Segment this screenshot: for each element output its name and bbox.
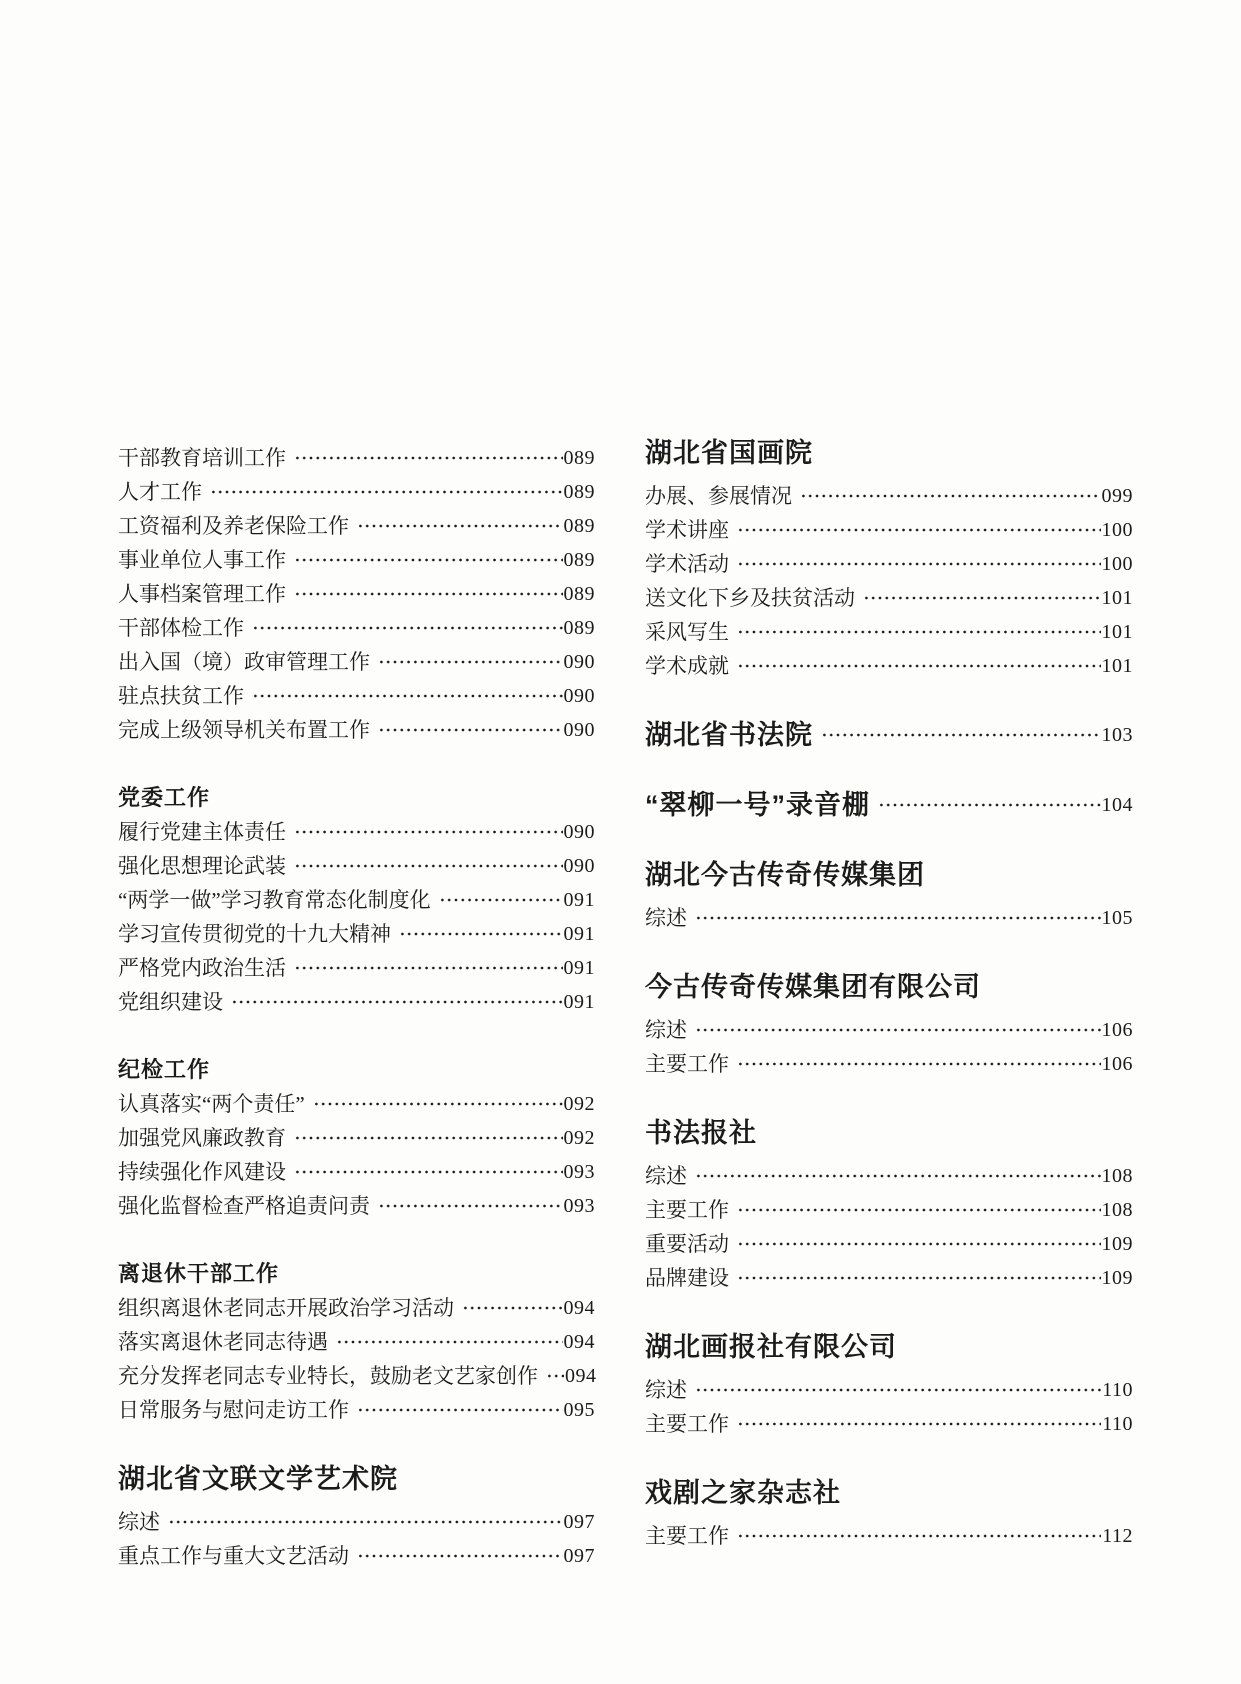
toc-page-number: 092 (563, 1093, 595, 1115)
toc-group (118, 1461, 595, 1573)
toc-entry (118, 1325, 595, 1359)
toc-page-number: 101 (1101, 621, 1133, 643)
toc-section-heading: 纪检工作 (118, 1057, 211, 1082)
toc-entry (118, 1291, 595, 1325)
toc-entry-label: 加强党风廉政教育 (118, 1126, 286, 1150)
dot-leader (357, 509, 563, 543)
dot-leader (737, 1193, 1101, 1227)
toc-page-number: 094 (565, 1365, 597, 1387)
toc-page-number: 092 (563, 1127, 595, 1149)
toc-entry (118, 951, 595, 985)
toc-page-number: 090 (563, 855, 595, 877)
toc-entry (118, 1189, 595, 1223)
dot-leader (863, 581, 1101, 615)
toc-page-number: 089 (563, 447, 595, 469)
toc-chapter-heading: 书法报社 (645, 1118, 757, 1148)
toc-page-number: 106 (1101, 1053, 1133, 1075)
toc-entry-label: 送文化下乡及扶贫活动 (645, 586, 855, 610)
toc-page-number: 097 (563, 1545, 595, 1567)
toc-entry (118, 475, 595, 509)
toc-entry (118, 1539, 595, 1573)
toc-page-number: 106 (1101, 1019, 1133, 1041)
dot-leader (695, 1013, 1101, 1047)
toc-entry-label: 干部体检工作 (118, 616, 244, 640)
toc-page-number: 103 (1101, 724, 1133, 746)
toc-entry-label: 人事档案管理工作 (118, 582, 286, 606)
toc-page-number: 089 (563, 583, 595, 605)
dot-leader (737, 1407, 1101, 1441)
toc-group (645, 969, 1133, 1081)
toc-entry-label: 驻点扶贫工作 (118, 684, 244, 708)
toc-page-number: 091 (563, 889, 595, 911)
toc-page-number: 090 (563, 821, 595, 843)
toc-entry-label: 持续强化作风建设 (118, 1160, 286, 1184)
toc-group (118, 441, 595, 747)
dot-leader (737, 1261, 1101, 1295)
toc-page-number: 089 (563, 481, 595, 503)
toc-entry-label: 主要工作 (645, 1198, 729, 1222)
toc-page-number: 095 (563, 1399, 595, 1421)
toc-page-number: 093 (563, 1195, 595, 1217)
toc-entry (645, 1407, 1133, 1441)
toc-entry (118, 577, 595, 611)
toc-group (118, 1257, 595, 1427)
toc-entry-label: 学术成就 (645, 654, 729, 678)
dot-leader (294, 951, 563, 985)
toc-entry-label: 工资福利及养老保险工作 (118, 514, 349, 538)
toc-entry-label: 综述 (118, 1510, 160, 1534)
dot-leader (737, 1519, 1101, 1553)
toc-page-number: 099 (1101, 485, 1133, 507)
toc-page-number: 110 (1102, 1379, 1133, 1401)
toc-page-number: 101 (1101, 655, 1133, 677)
toc-chapter-heading: 湖北今古传奇传媒集团 (645, 860, 925, 890)
toc-entry-label: 日常服务与慰问走访工作 (118, 1398, 349, 1422)
toc-entry (645, 1373, 1133, 1407)
dot-leader (737, 615, 1101, 649)
toc-entry-label: 主要工作 (645, 1052, 729, 1076)
toc-chapter-title: 湖北省书法院 (645, 720, 813, 750)
toc-entry (118, 815, 595, 849)
toc-entry-label: 综述 (645, 1164, 687, 1188)
dot-leader (399, 917, 563, 951)
toc-entry (645, 547, 1133, 581)
dot-leader (168, 1505, 563, 1539)
toc-entry (118, 1155, 595, 1189)
toc-group (645, 857, 1133, 935)
dot-leader (231, 985, 563, 1019)
toc-column-left (118, 441, 595, 1573)
toc-entry (645, 1227, 1133, 1261)
toc-entry (118, 713, 595, 747)
toc-chapter-heading: 湖北省国画院 (645, 438, 813, 468)
dot-leader (737, 547, 1101, 581)
toc-entry-label: 出入国（境）政审管理工作 (118, 650, 370, 674)
toc-page-number: 091 (563, 923, 595, 945)
toc-page-number: 100 (1101, 553, 1133, 575)
toc-entry (645, 1193, 1133, 1227)
toc-entry-label: 采风写生 (645, 620, 729, 644)
dot-leader (294, 577, 563, 611)
toc-entry (645, 615, 1133, 649)
toc-entry-label: 主要工作 (645, 1524, 729, 1548)
toc-entry-label: 党组织建设 (118, 990, 223, 1014)
toc-section-heading: 党委工作 (118, 785, 211, 810)
toc-group (118, 781, 595, 1019)
dot-leader (439, 883, 563, 917)
toc-entry-label: 学术活动 (645, 552, 729, 576)
toc-group (645, 717, 1133, 753)
toc-entry-label: 综述 (645, 1018, 687, 1042)
toc-chapter-leader-row (645, 787, 1133, 823)
toc-chapter-heading: 湖北画报社有限公司 (645, 1332, 897, 1362)
toc-entry (645, 513, 1133, 547)
toc-entry (645, 649, 1133, 683)
dot-leader (821, 717, 1101, 753)
toc-group (645, 435, 1133, 683)
toc-page-number: 108 (1101, 1165, 1133, 1187)
toc-page-number: 101 (1101, 587, 1133, 609)
dot-leader (357, 1539, 563, 1573)
toc-entry-label: 事业单位人事工作 (118, 548, 286, 572)
toc-entry (118, 1505, 595, 1539)
toc-chapter-heading: 湖北省文联文学艺术院 (118, 1464, 398, 1494)
dot-leader (313, 1087, 563, 1121)
dot-leader (737, 649, 1101, 683)
toc-entry-label: 充分发挥老同志专业特长，鼓励老文艺家创作 (118, 1364, 538, 1388)
toc-group (645, 1115, 1133, 1295)
dot-leader (737, 1227, 1101, 1261)
toc-entry-label: 人才工作 (118, 480, 202, 504)
toc-entry (118, 849, 595, 883)
toc-page-number: 090 (563, 651, 595, 673)
toc-chapter-heading: 今古传奇传媒集团有限公司 (645, 972, 981, 1002)
toc-entry (118, 1393, 595, 1427)
toc-group (645, 1475, 1133, 1553)
dot-leader (294, 441, 563, 475)
dot-leader (695, 1373, 1101, 1407)
toc-entry-label: 认真落实“两个责任” (118, 1092, 305, 1116)
toc-entry-label: 强化思想理论武装 (118, 854, 286, 878)
toc-chapter-leader-row (645, 717, 1133, 753)
dot-leader (252, 611, 563, 645)
toc-entry-label: 主要工作 (645, 1412, 729, 1436)
toc-entry-label: 学术讲座 (645, 518, 729, 542)
toc-entry (645, 1159, 1133, 1193)
dot-leader (800, 479, 1101, 513)
toc-entry-label: 严格党内政治生活 (118, 956, 286, 980)
toc-page-number: 093 (563, 1161, 595, 1183)
toc-entry (118, 611, 595, 645)
toc-page-number: 089 (563, 617, 595, 639)
toc-entry (645, 479, 1133, 513)
dot-leader (462, 1291, 563, 1325)
toc-entry (118, 917, 595, 951)
toc-entry-label: 落实离退休老同志待遇 (118, 1330, 328, 1354)
toc-entry (118, 679, 595, 713)
toc-entry-label: 综述 (645, 906, 687, 930)
dot-leader (378, 645, 563, 679)
toc-entry (645, 901, 1133, 935)
dot-leader (695, 901, 1101, 935)
toc-entry-label: 学习宣传贯彻党的十九大精神 (118, 922, 391, 946)
toc-entry (118, 883, 595, 917)
toc-group (645, 787, 1133, 823)
toc-group (118, 1053, 595, 1223)
toc-page-number: 089 (563, 549, 595, 571)
toc-column-right (645, 435, 1133, 1553)
toc-entry-label: 品牌建设 (645, 1266, 729, 1290)
dot-leader (546, 1359, 564, 1393)
dot-leader (294, 815, 563, 849)
toc-page-number: 091 (563, 957, 595, 979)
toc-page-number: 100 (1101, 519, 1133, 541)
toc-page-number: 090 (563, 719, 595, 741)
toc-page-number: 108 (1101, 1199, 1133, 1221)
toc-page-number: 105 (1101, 907, 1133, 929)
toc-entry (118, 509, 595, 543)
dot-leader (210, 475, 563, 509)
toc-page-number: 104 (1101, 794, 1133, 816)
toc-page-number: 109 (1101, 1233, 1133, 1255)
toc-page-number: 112 (1102, 1525, 1133, 1547)
toc-entry-label: 干部教育培训工作 (118, 446, 286, 470)
dot-leader (336, 1325, 563, 1359)
dot-leader (737, 513, 1101, 547)
dot-leader (294, 1121, 563, 1155)
dot-leader (695, 1159, 1101, 1193)
toc-entry (645, 1519, 1133, 1553)
toc-entry (118, 441, 595, 475)
toc-entry (645, 581, 1133, 615)
toc-group (645, 1329, 1133, 1441)
toc-entry (118, 645, 595, 679)
dot-leader (378, 713, 563, 747)
toc-entry-label: 强化监督检查严格追责问责 (118, 1194, 370, 1218)
toc-page-number: 089 (563, 515, 595, 537)
toc-page-number: 109 (1101, 1267, 1133, 1289)
toc-page-number: 091 (563, 991, 595, 1013)
toc-entry-label: 重点工作与重大文艺活动 (118, 1544, 349, 1568)
toc-page-number: 094 (563, 1297, 595, 1319)
dot-leader (294, 849, 563, 883)
toc-section-heading: 离退休干部工作 (118, 1261, 280, 1286)
toc-entry-label: 完成上级领导机关布置工作 (118, 718, 370, 742)
dot-leader (378, 1189, 563, 1223)
toc-entry (645, 1261, 1133, 1295)
dot-leader (357, 1393, 563, 1427)
dot-leader (294, 1155, 563, 1189)
toc-entry (118, 1087, 595, 1121)
dot-leader (878, 787, 1101, 823)
toc-page-number: 097 (563, 1511, 595, 1533)
toc-entry (645, 1013, 1133, 1047)
dot-leader (252, 679, 563, 713)
dot-leader (737, 1047, 1101, 1081)
toc-entry-label: 履行党建主体责任 (118, 820, 286, 844)
dot-leader (294, 543, 563, 577)
toc-page-number: 094 (563, 1331, 595, 1353)
toc-chapter-heading: 戏剧之家杂志社 (645, 1478, 841, 1508)
toc-entry (118, 1121, 595, 1155)
toc-page-number: 090 (563, 685, 595, 707)
toc-entry-label: 办展、参展情况 (645, 484, 792, 508)
toc-entry-label: “两学一做”学习教育常态化制度化 (118, 888, 431, 912)
toc-entry (118, 1359, 595, 1393)
toc-entry-label: 综述 (645, 1378, 687, 1402)
toc-entry (118, 985, 595, 1019)
toc-entry-label: 组织离退休老同志开展政治学习活动 (118, 1296, 454, 1320)
toc-entry-label: 重要活动 (645, 1232, 729, 1256)
toc-entry (645, 1047, 1133, 1081)
toc-chapter-title: “翠柳一号”录音棚 (645, 790, 870, 820)
toc-page-number: 110 (1102, 1413, 1133, 1435)
toc-entry (118, 543, 595, 577)
